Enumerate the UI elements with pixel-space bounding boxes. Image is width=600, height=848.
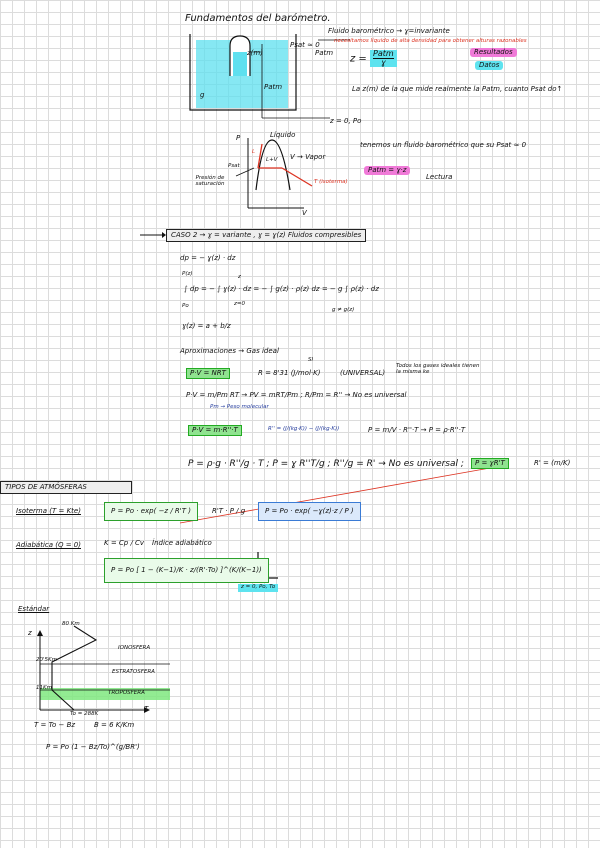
int-lim-z-bot: z=0: [234, 301, 245, 307]
r-prime: R' = (m/K): [534, 459, 571, 467]
std-estratosfera: ESTRATOSFERA: [112, 669, 155, 675]
si-label: SI: [308, 357, 314, 363]
z-formula-lhs: z =: [350, 53, 367, 65]
gamma-label: g: [200, 91, 205, 99]
fluid-subnote: necesitamos líquido de alta densidad para obtener alturas razonables: [334, 38, 527, 44]
big-equation: P = ρ·g · R''/g · T ; P = ɣ R''T/g ; R''/g = R' → No es universal ;: [188, 459, 464, 469]
eq-pv-r: P·V = m·R''·T: [188, 425, 242, 436]
z-formula-num: Patm: [373, 49, 394, 58]
std-20km: 20'5Km: [36, 657, 57, 663]
psat-label: Psat ≈ 0: [290, 41, 320, 49]
std-t-axis: T: [144, 705, 149, 713]
phase-pressure-label: Presión de saturación: [195, 175, 225, 187]
z0-label: z = 0, Po: [330, 117, 362, 125]
g-note: g ≠ g(z): [332, 307, 355, 313]
k-equation: K = Cp / Cv: [104, 539, 145, 547]
z-formula: [350, 50, 397, 67]
case2-header: CASO 2 → ɣ = variante , ɣ = ɣ(z) Fluidos compresibles: [166, 229, 366, 242]
estandar-title: Estándar: [18, 605, 50, 613]
height-label: z(m): [247, 49, 263, 57]
std-z-axis: z: [28, 629, 32, 637]
approx-label: Aproximaciones → Gas ideal: [180, 347, 279, 355]
int-lim-p-top: P(z): [182, 271, 193, 277]
phase-vapor: V → Vapor: [290, 153, 326, 161]
peso-molecular: Pm → Peso molecular: [210, 404, 269, 410]
phase-axis-p: P: [236, 134, 241, 142]
k-note: Índice adiabático: [152, 539, 212, 547]
z-formula-den: ɣ: [380, 58, 386, 67]
phase-psat: Psat: [228, 163, 240, 169]
std-11km: 11Km: [36, 685, 52, 691]
adiabatica-equation: P = Po [ 1 − (K−1)/K · z/(R'·To) ]^(K/(K−1)): [104, 558, 269, 583]
r-units: R'' = (J/(kg·K)) − (J/(kg·K)): [268, 426, 340, 432]
height-note: La z(m) de la que mide realmente la Patm, cuanto Psat do↑: [352, 85, 563, 93]
std-troposfera: TROPOSFERA: [108, 690, 145, 696]
universal-note: Todos los gases ideales tienen la misma ke: [396, 363, 480, 375]
r-value: R = 8'31 (J/mol·K): [258, 369, 321, 377]
std-ionosfera: IONOSFERA: [118, 645, 151, 651]
tipos-header: TIPOS DE ATMÓSFERAS: [0, 481, 132, 494]
phase-reading: Lectura: [426, 173, 453, 181]
isoterma-equation: P = Po · exp( −z / R'T ): [104, 502, 198, 521]
std-80km: 80 Km: [62, 621, 80, 627]
eq-pv-m: P·V = m/Pm RT → PV = mRT/Pm ; R/Pm = R'' → No es universal: [186, 391, 407, 399]
badge-data: Datos: [475, 61, 503, 70]
phase-liquid: Líquido: [270, 131, 296, 139]
eq-integral: ∫ dp = − ∫ ɣ(z) · dz = − ∫ g(z) · ρ(z) dz = − g ∫ ρ(z) · dz: [184, 285, 379, 293]
phase-isotherm: T (isoterma): [314, 179, 348, 185]
patm-side-label: Patm: [264, 83, 283, 91]
eq-p-final: P = ɣR'T: [471, 458, 509, 469]
eq-pv-nrt: P·V = NRT: [186, 368, 230, 379]
eq-dp: dp = − ɣ(z) · dz: [180, 254, 236, 262]
int-lim-z-top: z: [238, 274, 241, 280]
phase-patm-formula: Patm = ɣ·z: [364, 166, 410, 175]
eq-gamma: ɣ(z) = a + b/z: [182, 322, 231, 330]
std-to-value: To = 288K: [70, 711, 99, 717]
badge-results: Resultados: [470, 48, 517, 57]
isoterma-blue-equation: P = Po · exp( −ɣ(z)·z / P ): [258, 502, 361, 521]
std-t-equation: T = To − Bz: [34, 721, 76, 729]
adiabatica-label: Adiabática (Q = 0): [16, 541, 81, 549]
phase-lv: L+V: [266, 157, 278, 163]
universal-label: (UNIVERSAL): [340, 369, 386, 377]
phase-l: L: [252, 149, 256, 155]
isoterma-mid: R'T · P / g: [212, 507, 246, 515]
eq-p-rho: P = m/V · R''·T → P = ρ·R''·T: [368, 426, 466, 434]
fluid-note: Fluido barométrico → ɣ=invariante: [328, 27, 450, 35]
std-p-equation: P = Po (1 − Bz/To)^(g/BR'): [46, 743, 140, 751]
ground-label: z = 0, Po, To: [238, 584, 278, 592]
patm-label: Patm: [315, 49, 334, 57]
barometer-title: Fundamentos del barómetro.: [185, 13, 331, 24]
isoterma-label: Isoterma (T = Kte): [16, 507, 81, 515]
phase-axis-v: V: [302, 209, 307, 217]
phase-note: tenemos un fluido barométrico que su Psat ≈ 0: [360, 141, 527, 149]
std-b-equation: B = 6 K/Km: [94, 721, 135, 729]
int-lim-p-bot: Po: [182, 303, 189, 309]
